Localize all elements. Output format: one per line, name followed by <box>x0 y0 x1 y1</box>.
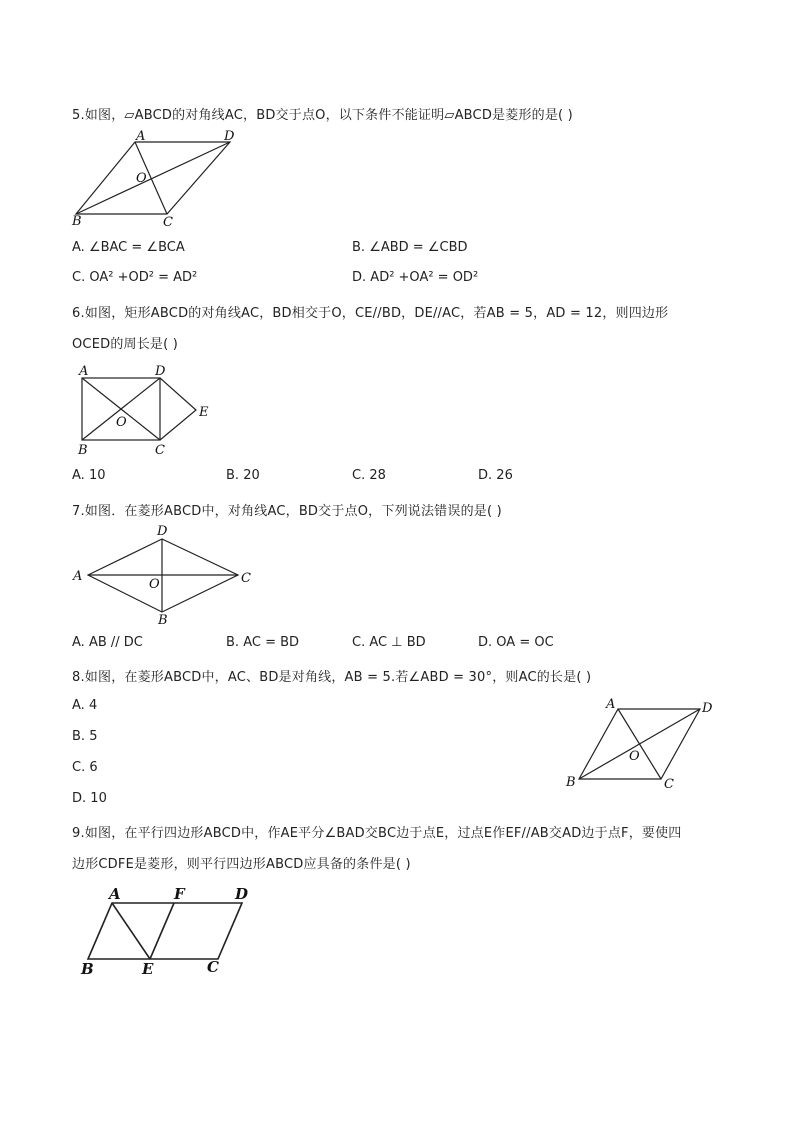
q8-option-c[interactable] <box>72 760 98 775</box>
q5-stem: 5.如图，▱ABCD的对角线AC，BD交于点O，以下条件不能证明▱ABCD是菱形的是( ) <box>72 108 573 123</box>
q6-label-o: O <box>116 415 127 430</box>
q8-label-d: D <box>702 701 713 716</box>
q5-label-d: D <box>224 129 235 144</box>
option-text: 10 <box>88 468 106 483</box>
option-letter: A. <box>72 635 85 650</box>
q5-label-b: B <box>72 214 82 229</box>
q8-stem: 8.如图，在菱形ABCD中，AC、BD是对角线，AB = 5.若∠ABD = 30°，则AC的长是( ) <box>72 670 592 685</box>
q8-figure <box>560 694 730 798</box>
q9-stem-line2: 边形CDFE是菱形，则平行四边形ABCD应具备的条件是( ) <box>72 857 411 872</box>
q6-label-a: A <box>79 364 89 379</box>
q5-option-c[interactable] <box>72 270 197 285</box>
q5-label-o: O <box>136 171 147 186</box>
option-text: AC = BD <box>243 635 300 650</box>
q8-label-b: B <box>566 775 576 790</box>
q9-label-d: D <box>235 885 249 903</box>
option-letter: A. <box>72 468 85 483</box>
option-text: 26 <box>496 468 513 483</box>
option-text: 6 <box>89 760 98 775</box>
q9-figure <box>78 882 258 982</box>
q7-option-c[interactable] <box>352 635 426 650</box>
option-letter: C. <box>352 635 366 650</box>
q8-label-c: C <box>664 777 674 792</box>
q7-label-c: C <box>241 571 251 586</box>
option-text: AB // DC <box>88 635 143 650</box>
option-text: OA = OC <box>496 635 554 650</box>
q6-label-e: E <box>199 405 209 420</box>
option-text: 20 <box>243 468 260 483</box>
q7-stem: 7.如图．在菱形ABCD中，对角线AC，BD交于点O，下列说法错误的是( ) <box>72 504 502 519</box>
q7-option-d[interactable] <box>478 635 554 650</box>
option-letter: B. <box>352 240 366 255</box>
q6-stem-line2: OCED的周长是( ) <box>72 337 179 352</box>
q8-option-a[interactable] <box>72 698 97 713</box>
option-letter: D. <box>352 270 367 285</box>
q9-label-a: A <box>109 885 121 903</box>
q6-segments-ce-de <box>160 378 196 440</box>
q5-label-a: A <box>136 129 146 144</box>
q7-option-b[interactable] <box>226 635 299 650</box>
option-text: OA² +OD² = AD² <box>89 270 198 285</box>
option-letter: B. <box>72 729 86 744</box>
option-letter: D. <box>478 635 493 650</box>
option-text: 28 <box>369 468 386 483</box>
q6-option-c[interactable] <box>352 468 386 483</box>
option-text: AD² +OA² = OD² <box>370 270 479 285</box>
option-letter: C. <box>352 468 366 483</box>
q6-option-b[interactable] <box>226 468 260 483</box>
q8-label-a: A <box>606 697 616 712</box>
q5-option-b[interactable] <box>352 240 468 255</box>
option-text: 5 <box>89 729 98 744</box>
q6-option-a[interactable] <box>72 468 105 483</box>
option-letter: D. <box>478 468 493 483</box>
q7-label-o: O <box>149 577 160 592</box>
option-letter: B. <box>226 635 240 650</box>
q9-segment-ef <box>150 903 174 959</box>
option-letter: C. <box>72 760 86 775</box>
option-letter: C. <box>72 270 86 285</box>
q7-label-d: D <box>157 524 168 539</box>
q8-label-o: O <box>629 749 640 764</box>
q6-label-c: C <box>155 443 165 458</box>
option-text: 10 <box>90 791 107 806</box>
q5-diagonal-bd <box>76 142 230 214</box>
q9-label-e: E <box>142 960 154 978</box>
q9-parallelogram <box>88 903 242 959</box>
q6-label-d: D <box>155 364 166 379</box>
option-text: 4 <box>88 698 98 713</box>
q6-stem-line1: 6.如图，矩形ABCD的对角线AC，BD相交于O，CE//BD，DE//AC，若AB = 5，AD = 12，则四边形 <box>72 306 669 321</box>
q5-option-d[interactable] <box>352 270 478 285</box>
q8-option-d[interactable] <box>72 791 107 806</box>
q9-label-b: B <box>81 960 94 978</box>
q5-option-a[interactable] <box>72 240 185 255</box>
option-text: ∠ABD = ∠CBD <box>369 240 468 255</box>
q9-label-f: F <box>174 885 185 903</box>
option-letter: A. <box>72 240 85 255</box>
q8-option-b[interactable] <box>72 729 97 744</box>
option-letter: A. <box>72 698 85 713</box>
q5-figure <box>60 126 260 231</box>
option-text: AC ⊥ BD <box>369 635 426 650</box>
q9-stem-line1: 9.如图，在平行四边形ABCD中，作AE平分∠BAD交BC边于点E，过点E作EF//AB交AD边于点F，要使四 <box>72 826 682 841</box>
q6-figure <box>72 364 222 459</box>
q7-option-a[interactable] <box>72 635 143 650</box>
q7-label-a: A <box>73 569 83 584</box>
q5-label-c: C <box>163 215 173 230</box>
q7-label-b: B <box>158 613 168 628</box>
q6-option-d[interactable] <box>478 468 513 483</box>
option-letter: D. <box>72 791 87 806</box>
q7-figure <box>70 522 260 626</box>
q6-label-b: B <box>78 443 88 458</box>
q9-segment-ae <box>112 903 150 959</box>
q9-label-c: C <box>207 958 219 976</box>
q8-diagonal-bd <box>579 709 700 779</box>
option-letter: B. <box>226 468 240 483</box>
option-text: ∠BAC = ∠BCA <box>88 240 185 255</box>
